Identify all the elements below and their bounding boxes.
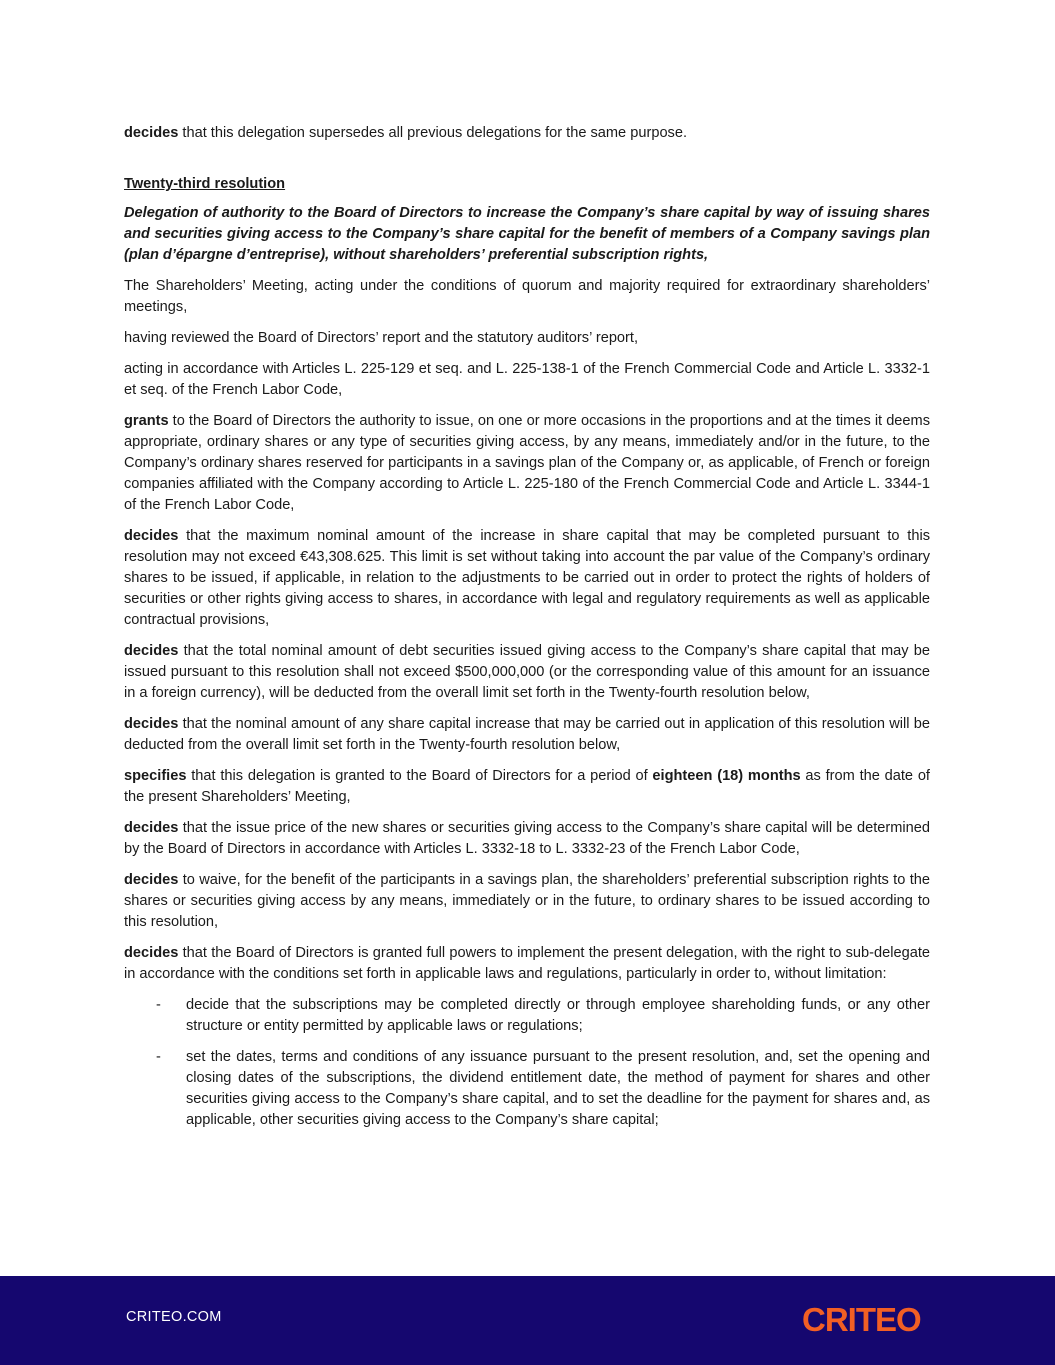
paragraph-max-amount (124, 526, 930, 631)
list-item (124, 995, 930, 1037)
paragraph-acting: acting in accordance with Articles L. 225-129 et seq. and L. 225-138-1 of the French Commercial Code and Article L. 3332-1 et seq. of the French Labor Code, (124, 361, 930, 398)
resolution-title: Delegation of authority to the Board of Directors to increase the Company’s share capital by way of issuing shares and securities giving access to the Company’s share capital for the benefit of members of a Company savings plan (plan d’épargne d’entreprise), without shareholders’ preferential subscription rights, (124, 205, 930, 263)
paragraph-text: as from the date of the present Shareholders’ Meeting, (124, 768, 930, 805)
paragraph-issue-price (124, 818, 930, 860)
page-footer (0, 1276, 1055, 1365)
paragraph-text: that the nominal amount of any share capital increase that may be carried out in application of this resolution will be deducted from the overall limit set forth in the Twenty-fourth resolution below, (124, 716, 930, 753)
paragraph-text: to the Board of Directors the authority to issue, on one or more occasions in the proportions and at the times it deems appropriate, ordinary shares or any type of securities giving access, by any means, immediately and/or in the future, to the Company’s ordinary shares reserved for participants in a savings plan of the Company or, as applicable, of French or foreign companies affiliated with the Company according to Article L. 225-180 of the French Commercial Code and Article L. 3344-1 of the French Labor Code, (124, 413, 930, 513)
keyword: decides (124, 716, 179, 732)
paragraph-full-powers (124, 943, 930, 985)
paragraph-period (124, 766, 930, 808)
paragraph-meeting: The Shareholders’ Meeting, acting under the conditions of quorum and majority required for extraordinary shareholders’ meetings, (124, 278, 930, 315)
paragraph-waive (124, 870, 930, 933)
keyword: decides (124, 820, 179, 836)
paragraph-nominal-amount (124, 714, 930, 756)
keyword: decides (124, 528, 179, 544)
resolution-heading: Twenty-third resolution (124, 176, 286, 192)
bullet-dash: - (156, 1049, 161, 1065)
paragraph-text: that this delegation is granted to the Board of Directors for a period of (186, 768, 653, 784)
logo-text: CRITEO (802, 1303, 921, 1335)
paragraph-text: that the total nominal amount of debt securities issued giving access to the Company’s share capital that may be issued pursuant to this resolution shall not exceed $500,000,000 (or the corresponding value of this amount for an issuance in a foreign currency), will be deducted from the overall limit set forth in the Twenty-fourth resolution below, (124, 643, 930, 701)
keyword: decides (124, 872, 179, 888)
paragraph-text: that the issue price of the new shares or securities giving access to the Company’s share capital will be determined by the Board of Directors in accordance with Articles L. 3332-18 to L. 3332-23 of the French Labor Code, (124, 820, 930, 857)
list-item-text: set the dates, terms and conditions of any issuance pursuant to the present resolution, and, set the opening and closing dates of the subscriptions, the dividend entitlement date, the method of payment for shares and other securities giving access to the Company’s share capital, and to set the deadline for the payment for shares and, as applicable, other securities giving access to the Company’s share capital; (186, 1049, 930, 1128)
list-item (124, 1047, 930, 1131)
criteo-logo (802, 1303, 932, 1335)
footer-site-link[interactable]: CRITEO.COM (126, 1309, 222, 1325)
keyword: specifies (124, 768, 187, 784)
paragraph-reviewed: having reviewed the Board of Directors’ report and the statutory auditors’ report, (124, 330, 639, 346)
bullet-dash: - (156, 997, 161, 1013)
paragraph-text: that the maximum nominal amount of the increase in share capital that may be completed pursuant to this resolution may not exceed €43,308.625. This limit is set without taking into account the par value of the Company’s ordinary shares to be issued, if applicable, in relation to the adjustments to be carried out in order to protect the rights of holders of securities or other rights giving access to shares, in accordance with legal and regulatory requirements as well as applicable contractual provisions, (124, 528, 930, 628)
document-body (124, 123, 930, 1141)
keyword: decides (124, 643, 179, 659)
paragraph-debt-securities (124, 641, 930, 704)
list-item-text: decide that the subscriptions may be completed directly or through employee shareholding funds, or any other structure or entity permitted by applicable laws or regulations; (186, 997, 930, 1034)
keyword: decides (124, 125, 179, 141)
paragraph-grants (124, 411, 930, 516)
paragraph-text: that this delegation supersedes all previous delegations for the same purpose. (178, 125, 688, 141)
paragraph-text: to waive, for the benefit of the participants in a savings plan, the shareholders’ preferential subscription rights to the shares or securities giving access by any means, immediately or in the future, to ordinary shares to be issued according to this resolution, (124, 872, 930, 930)
period-duration: eighteen (18) months (652, 768, 801, 784)
intro-paragraph (124, 123, 930, 144)
keyword: grants (124, 413, 169, 429)
paragraph-text: that the Board of Directors is granted full powers to implement the present delegation, with the right to sub-delegate in accordance with the conditions set forth in applicable laws and regulations, particularly in order to, without limitation: (124, 945, 930, 982)
keyword: decides (124, 945, 179, 961)
